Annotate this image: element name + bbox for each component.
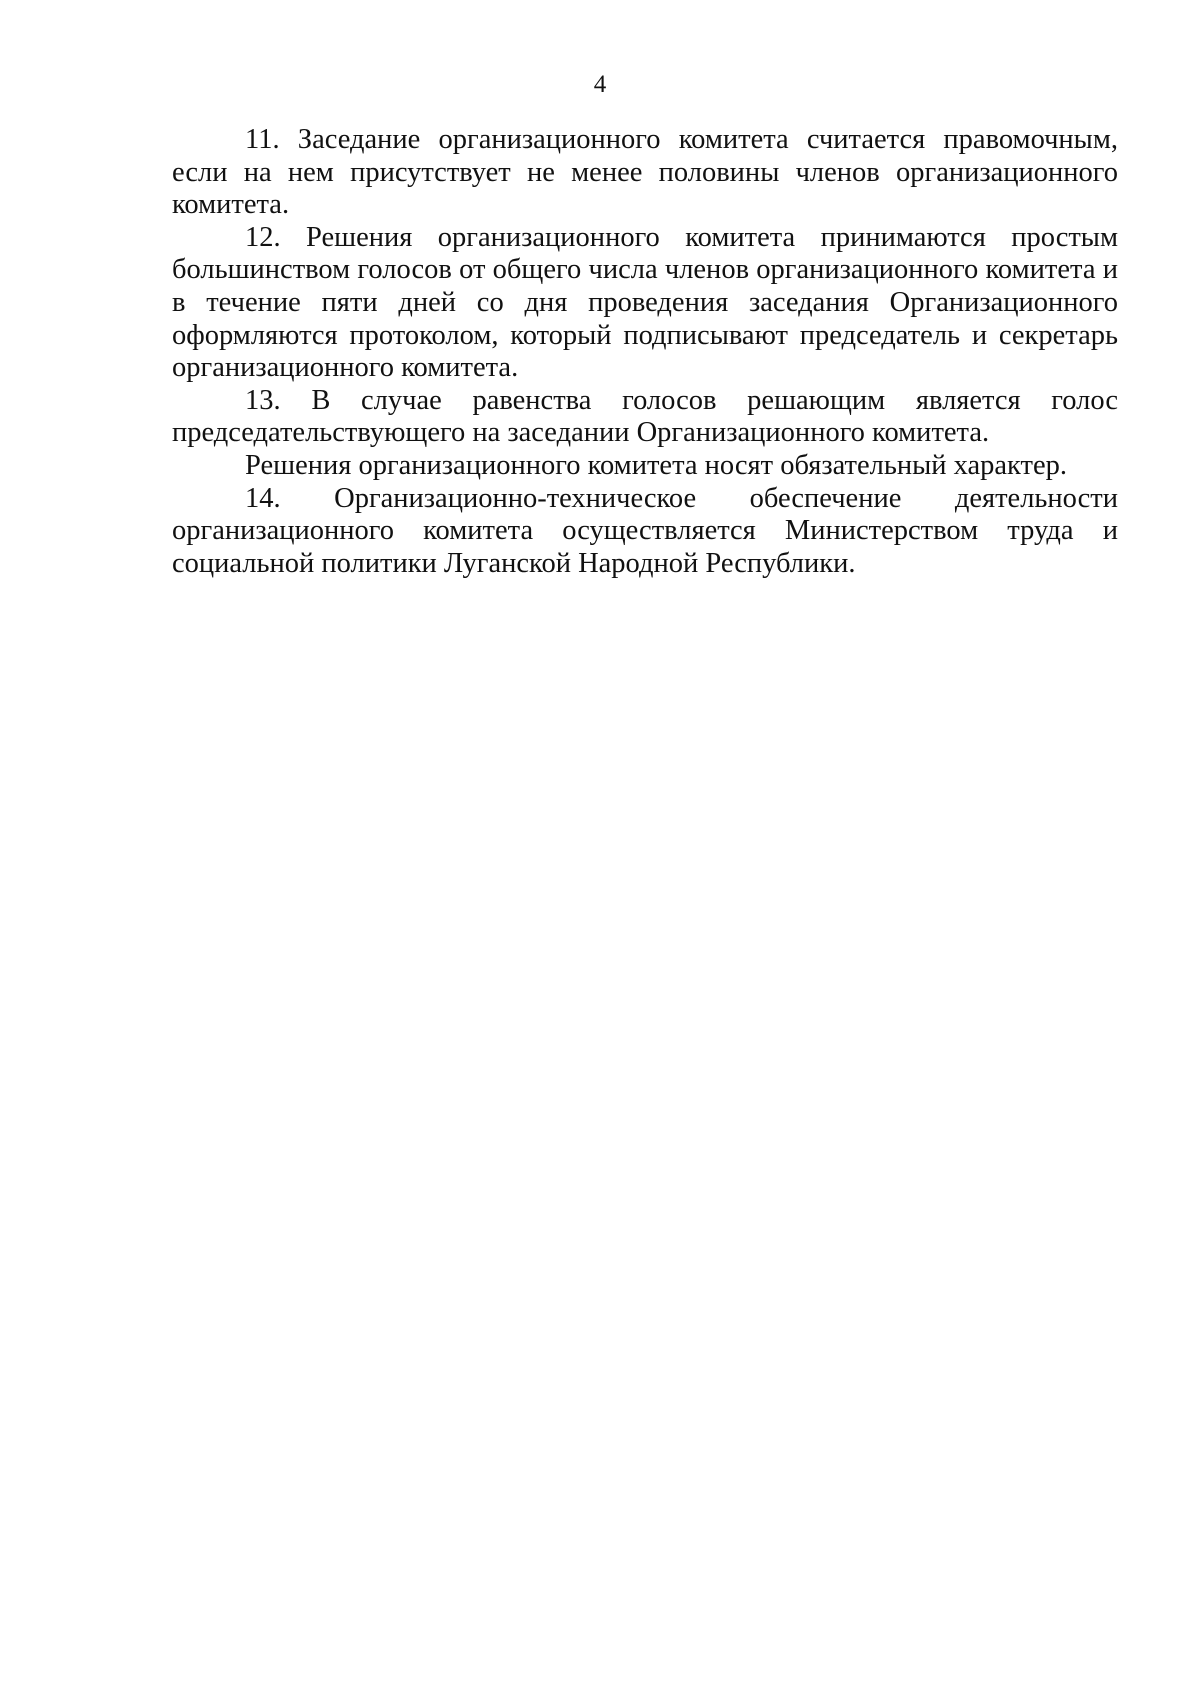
document-body — [172, 124, 1118, 580]
paragraph-12: 12. Решения организационного комитета принимаются простым большинством голосов от общего числа членов организационного комитета и в течение пяти дней со дня проведения заседания Организационного оформляются протоколом, который подписывают председатель и секретарь организационного комитета. — [172, 221, 1118, 384]
paragraph-14: 14. Организационно-техническое обеспечение деятельности организационного комитета осуществляется Министерством труда и социальной политики Луганской Народной Республики. — [172, 482, 1118, 579]
paragraph-11: 11. Заседание организационного комитета считается правомочным, если на нем присутствует не менее половины членов организационного комитета. — [172, 124, 1118, 221]
page-number: 4 — [593, 71, 607, 98]
paragraph-decisions-binding: Решения организационного комитета носят обязательный характер. — [245, 449, 1067, 481]
paragraph-13: 13. В случае равенства голосов решающим является голос председательствующего на заседании Организационного комитета. — [172, 384, 1118, 449]
